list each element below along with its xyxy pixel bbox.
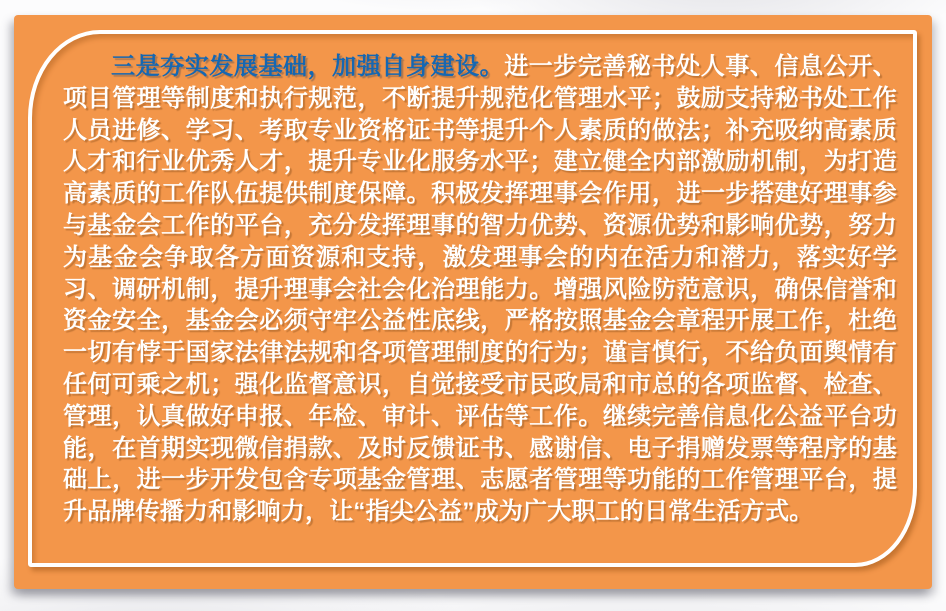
body-text-block — [63, 51, 897, 528]
paragraph-body: 进一步完善秘书处人事、信息公开、项目管理等制度和执行规范，不断提升规范化管理水平；鼓励支持秘书处工作人员进修、学习、考取专业资格证书等提升个人素质的做法；补充吸纳高素质人才和行业优秀人才，提升专业化服务水平；建立健全内部激励机制，为打造高素质的工作队伍提供制度保障。积极发挥理事会作用，进一步搭建好理事参与基金会工作的平台，充分发挥理事的智力优势、资源优势和影响优势，努力为基金会争取各方面资源和支持，激发理事会的内在活力和潜力，落实好学习、调研机制，提升理事会社会化治理能力。增强风险防范意识，确保信誉和资金安全，基金会必须守牢公益性底线，严格按照基金会章程开展工作，杜绝一切有悖于国家法律法规和各项管理制度的行为；谨言慎行，不给负面舆情有任何可乘之机；强化监督意识，自觉接受市民政局和市总的各项监督、检查、管理，认真做好申报、年检、审计、评估等工作。继续完善信息化公益平台功能，在首期实现微信捐款、及时反馈证书、感谢信、电子捐赠发票等程序的基础上，进一步开发包含专项基金管理、志愿者管理等功能的工作管理平台，提升品牌传播力和影响力，让“指尖公益”成为广大职工的日常生活方式。 — [63, 53, 897, 526]
paragraph-lead: 三是夯实发展基础，加强自身建设。 — [111, 53, 505, 80]
body-paragraph — [63, 51, 897, 528]
content-panel — [14, 15, 932, 589]
